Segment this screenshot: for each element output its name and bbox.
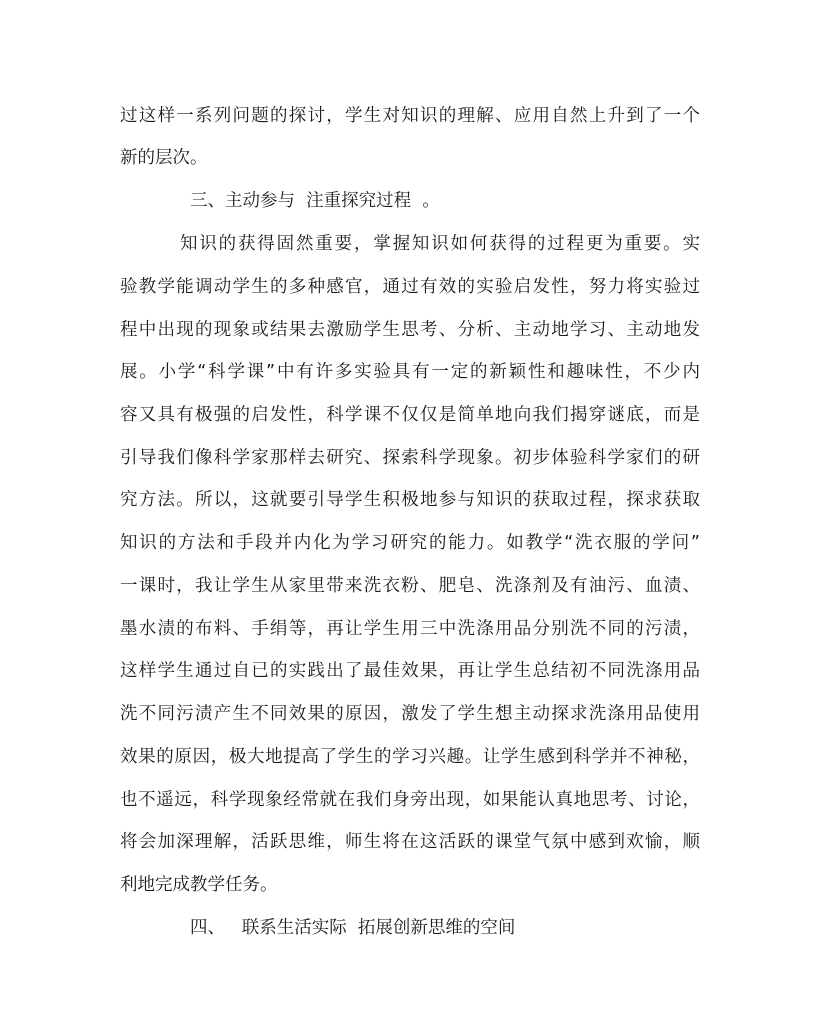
section-heading-4: 四、 联系生活实际 拓展创新思维的空间 xyxy=(190,918,516,938)
para-line-12: 洗不同污渍产生不同效果的原因，激发了学生想主动探求洗涤用品使用 xyxy=(120,704,700,724)
para-line-1: 知识的获得固然重要，掌握知识如何获得的过程更为重要。实 xyxy=(180,234,700,254)
para-line-13: 效果的原因，极大地提高了学生的学习兴趣。让学生感到科学并不神秘， xyxy=(120,747,700,767)
para-line-16: 利地完成教学任务。 xyxy=(120,875,278,895)
para-line-11: 这样学生通过自已的实践出了最佳效果，再让学生总结初不同洗涤用品 xyxy=(120,661,700,681)
para-line-6: 引导我们像科学家那样去研究、探索科学现象。初步体验科学家们的研 xyxy=(120,448,700,468)
intro-line-2: 新的层次。 xyxy=(120,148,208,168)
section-heading-3: 三、主动参与 注重探究过程 。 xyxy=(190,191,440,211)
para-line-2: 验教学能调动学生的多种感官，通过有效的实验启发性，努力将实验过 xyxy=(120,277,700,297)
para-line-4: 展。小学“科学课”中有许多实验具有一定的新颖性和趣味性，不少内 xyxy=(120,362,700,382)
intro-line-1: 过这样一系列问题的探讨，学生对知识的理解、应用自然上升到了一个 xyxy=(120,106,700,126)
para-line-9: 一课时，我让学生从家里带来洗衣粉、肥皂、洗涤剂及有油污、血渍、 xyxy=(120,576,700,596)
para-line-10: 墨水渍的布料、手绢等，再让学生用三中洗涤用品分别洗不同的污渍， xyxy=(120,619,700,639)
para-line-5: 容又具有极强的启发性，科学课不仅仅是简单地向我们揭穿谜底，而是 xyxy=(120,405,700,425)
para-line-8: 知识的方法和手段并内化为学习研究的能力。如教学“洗衣服的学问” xyxy=(120,533,700,553)
para-line-7: 究方法。所以，这就要引导学生积极地参与知识的获取过程，探求获取 xyxy=(120,490,700,510)
para-line-15: 将会加深理解，活跃思维，师生将在这活跃的课堂气氛中感到欢愉，顺 xyxy=(120,832,700,852)
para-line-3: 程中出现的现象或结果去激励学生思考、分析、主动地学习、主动地发 xyxy=(120,320,700,340)
para-line-14: 也不遥远，科学现象经常就在我们身旁出现，如果能认真地思考、讨论， xyxy=(120,790,700,810)
